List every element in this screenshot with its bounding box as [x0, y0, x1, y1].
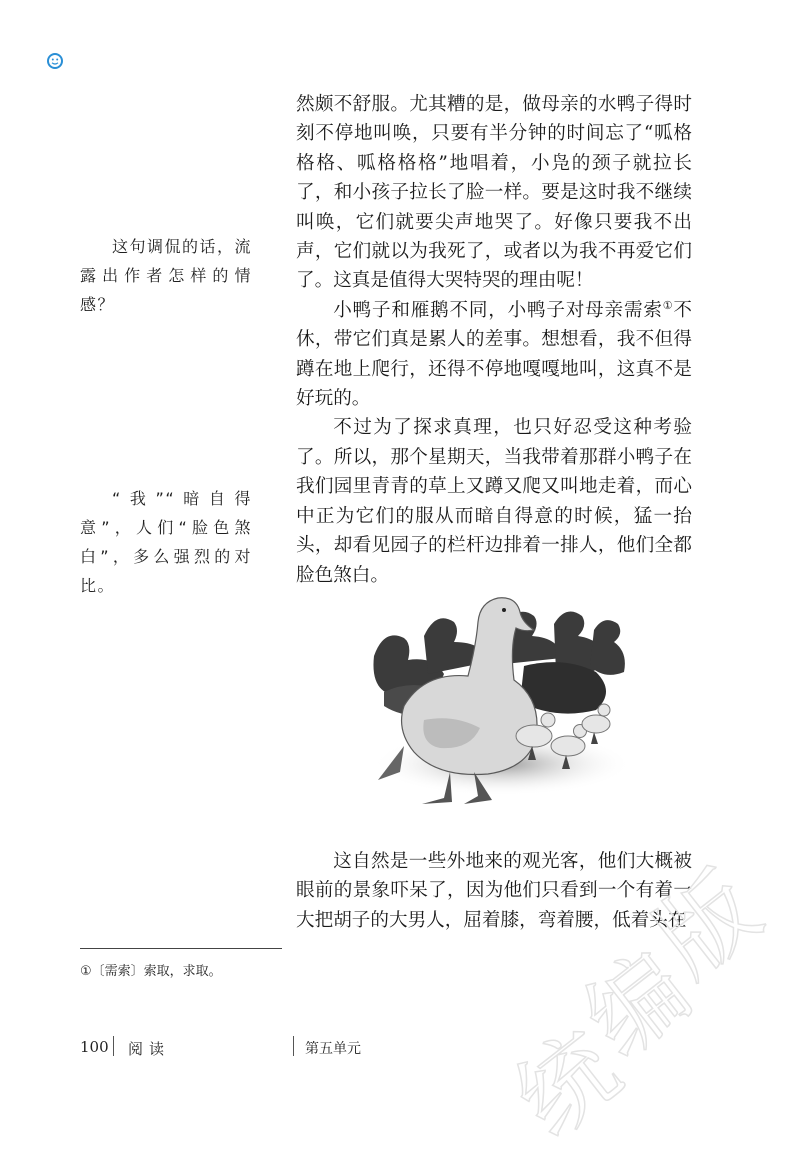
footer-divider-left	[113, 1036, 114, 1056]
watermark-char: 版	[635, 850, 780, 999]
ducks-illustration	[364, 596, 636, 808]
paragraph-4: 这自然是一些外地来的观光客，他们大概被眼前的景象吓呆了，因为他们只看到一个有着一大把胡子的大男人，屈着膝，弯着腰，低着头在	[296, 851, 692, 931]
paragraph-2	[296, 296, 692, 414]
footnote-marker: ①	[662, 298, 674, 312]
margin-note-question: 这句调侃的话，流露出作者怎样的情感？	[80, 237, 253, 314]
watermark-char: 统	[495, 1010, 640, 1159]
footer-book-title: 阅读	[128, 1040, 171, 1058]
paragraph-3: 不过为了探求真理，也只好忍受这种考验了。所以，那个星期天，当我带着那群小鸭子在我们园里青青的草上又蹲又爬又叫地走着，而心中正为它们的服从而暗自得意的时候，猛一抬头，却看见园子的栏杆边排着一排人，他们全都脸色煞白。	[296, 417, 692, 586]
main-text-lower	[296, 847, 692, 935]
footer-divider-right	[293, 1036, 294, 1056]
watermark-char: 编	[565, 930, 710, 1079]
paragraph-1: 然颇不舒服。尤其糟的是，做母亲的水鸭子得时刻不停地叫唤，只要有半分钟的时间忘了“呱格格格、呱格格格”地唱着，小凫的颈子就拉长了，和小孩子拉长了脸一样。要是这时我不继续叫唤，它们就要尖声地哭了。好像只要我不出声，它们就以为我死了，或者以为我不再爱它们了。这真是值得大哭特哭的理由呢！	[296, 94, 692, 292]
footer-unit: 第五单元	[305, 1041, 361, 1057]
paragraph-2-text-b: 不休，带它们真是累人的差事。想想看，我不但得蹲在地上爬行，还得不停地嘎嘎地叫，这真不是好玩的。	[296, 299, 692, 410]
main-text-upper	[296, 90, 692, 590]
smiley-face-icon	[46, 52, 64, 70]
footnote-divider	[80, 948, 282, 949]
paragraph-2-text-a: 小鸭子和雁鹅不同，小鸭子对母亲需索	[333, 299, 663, 321]
margin-note-contrast: “我”“暗自得意”，人们“脸色煞白”，多么强烈的对比。	[80, 489, 252, 595]
page-number: 100	[80, 1038, 109, 1056]
footnote: ①〔需索〕索取，求取。	[80, 964, 222, 979]
